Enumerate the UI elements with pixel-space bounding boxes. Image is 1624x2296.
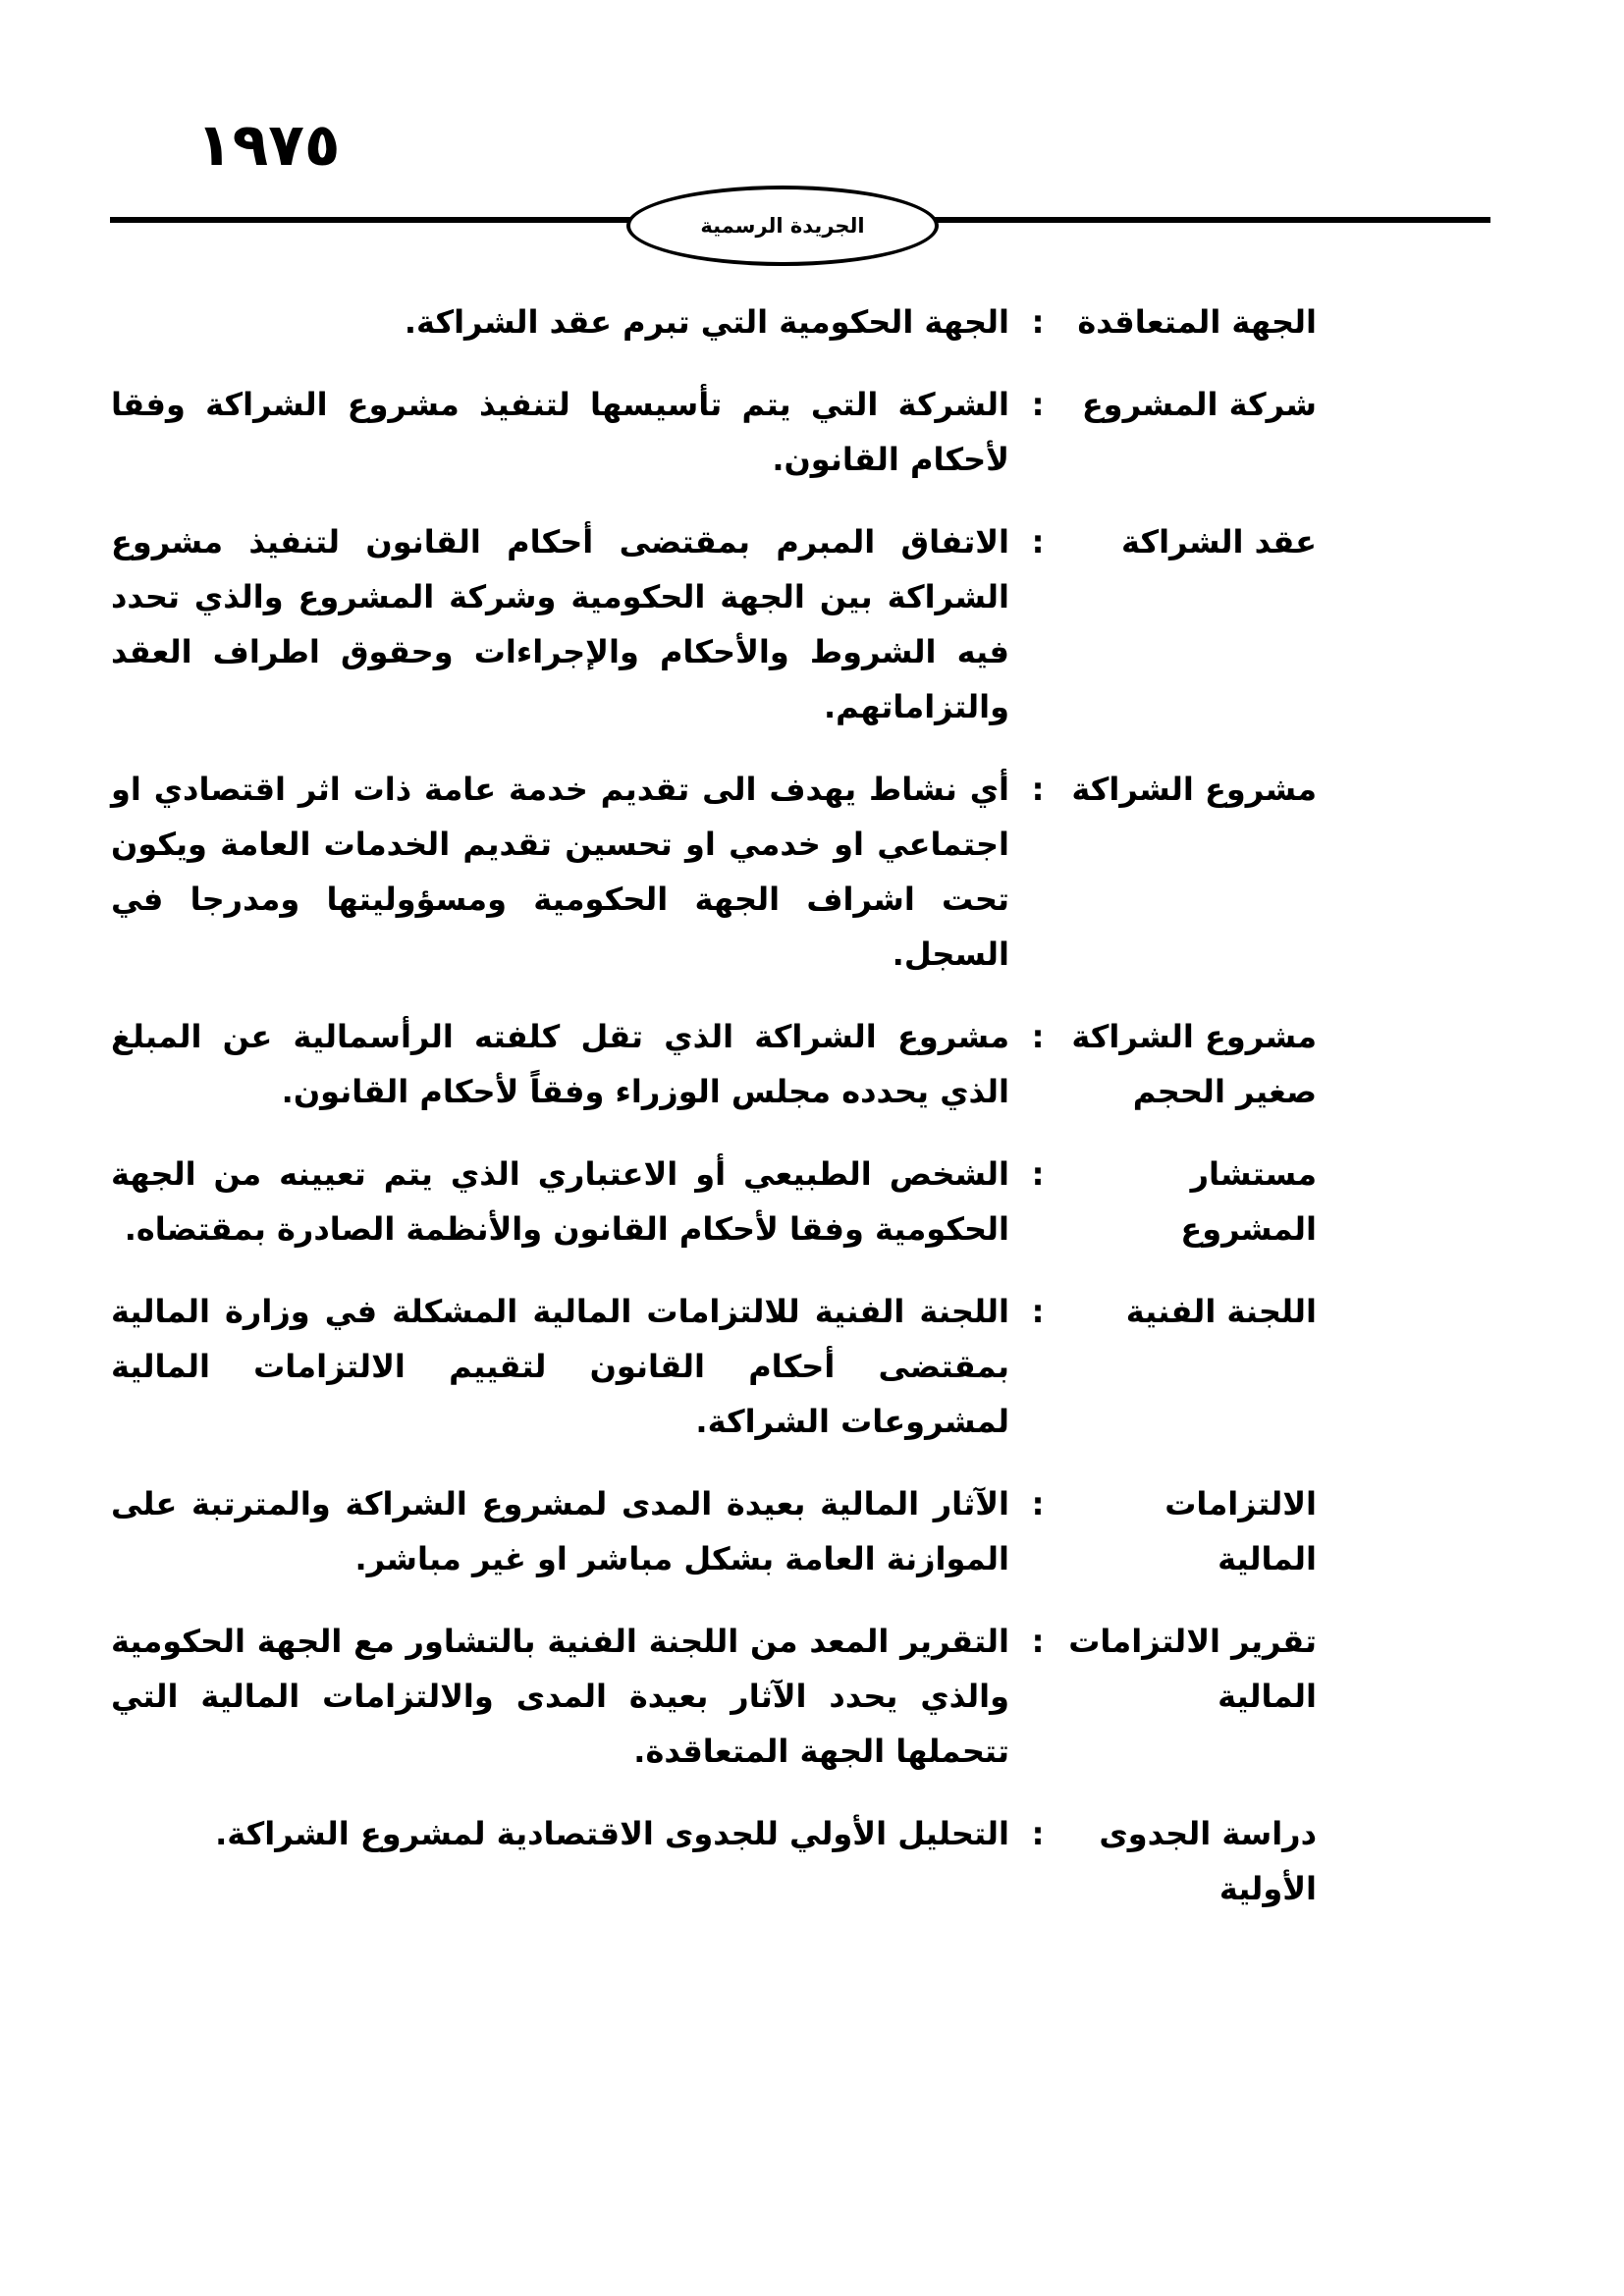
definition-colon: : <box>1031 1018 1045 1055</box>
definition-row <box>111 1009 1317 1119</box>
definition-description: الجهة الحكومية التي تبرم عقد الشراكة. <box>404 303 1009 341</box>
definition-row <box>111 514 1317 734</box>
definition-colon: : <box>1031 1815 1045 1852</box>
definition-row <box>111 1147 1317 1256</box>
definition-colon: : <box>1031 523 1045 561</box>
definition-description: التقرير المعد من اللجنة الفنية بالتشاور مع الجهة الحكومية والذي يحدد الآثار بعيدة المدى والالتزامات المالية التي تتحملها الجهة المتعاقدة. <box>111 1623 1009 1770</box>
journal-title: الجريدة الرسمية <box>700 214 865 238</box>
definition-term: مشروع الشراكة <box>1071 771 1317 808</box>
definition-row <box>111 294 1317 349</box>
definition-description: الاتفاق المبرم بمقتضى أحكام القانون لتنفيذ مشروع الشراكة بين الجهة الحكومية وشركة المشروع والذي تحدد فيه الشروط والأحكام والإجراءات وحقوق اطراف العقد والتزاماتهم. <box>111 523 1009 725</box>
definition-term: مستشار المشروع <box>1180 1155 1317 1248</box>
journal-title-ellipse <box>626 186 939 266</box>
definition-term: تقرير الالتزامات المالية <box>1068 1623 1317 1715</box>
definition-description: اللجنة الفنية للالتزامات المالية المشكلة في وزارة المالية بمقتضى أحكام القانون لتقييم الالتزامات المالية لمشروعات الشراكة. <box>111 1293 1009 1440</box>
definition-row <box>111 377 1317 487</box>
definition-colon: : <box>1031 1155 1045 1193</box>
definition-colon: : <box>1031 303 1045 341</box>
definitions-list <box>111 294 1317 1944</box>
definition-row <box>111 1284 1317 1449</box>
definition-row <box>111 1476 1317 1586</box>
definition-description: مشروع الشراكة الذي تقل كلفته الرأسمالية عن المبلغ الذي يحدده مجلس الوزراء وفقاً لأحكام القانون. <box>111 1018 1009 1110</box>
definition-description: الشخص الطبيعي أو الاعتباري الذي يتم تعيينه من الجهة الحكومية وفقا لأحكام القانون والأنظمة الصادرة بمقتضاه. <box>111 1155 1009 1248</box>
definition-term: شركة المشروع <box>1081 386 1317 423</box>
definition-term: اللجنة الفنية <box>1125 1293 1317 1330</box>
definition-description: أي نشاط يهدف الى تقديم خدمة عامة ذات اثر اقتصادي او اجتماعي او خدمي او تحسين تقديم الخدمات العامة ويكون تحت اشراف الجهة الحكومية ومسؤوليتها ومدرجا في السجل. <box>111 771 1009 973</box>
definition-colon: : <box>1031 1485 1045 1522</box>
definition-row <box>111 762 1317 982</box>
definition-term: الجهة المتعاقدة <box>1077 303 1317 341</box>
page-number: ١٩٧٥ <box>196 111 341 180</box>
definition-term: الالتزامات المالية <box>1164 1485 1317 1577</box>
definition-row <box>111 1806 1317 1916</box>
definition-description: الآثار المالية بعيدة المدى لمشروع الشراكة والمترتبة على الموازنة العامة بشكل مباشر او غير مباشر. <box>111 1485 1009 1577</box>
definition-term: عقد الشراكة <box>1121 523 1317 561</box>
definition-colon: : <box>1031 771 1045 808</box>
definition-colon: : <box>1031 1623 1045 1660</box>
definition-colon: : <box>1031 1293 1045 1330</box>
definition-term: دراسة الجدوى الأولية <box>1099 1815 1317 1907</box>
definition-row <box>111 1614 1317 1779</box>
definition-colon: : <box>1031 386 1045 423</box>
definition-term: مشروع الشراكة صغير الحجم <box>1071 1018 1317 1110</box>
definition-description: التحليل الأولي للجدوى الاقتصادية لمشروع الشراكة. <box>215 1815 1009 1852</box>
definition-description: الشركة التي يتم تأسيسها لتنفيذ مشروع الشراكة وفقا لأحكام القانون. <box>111 386 1009 478</box>
